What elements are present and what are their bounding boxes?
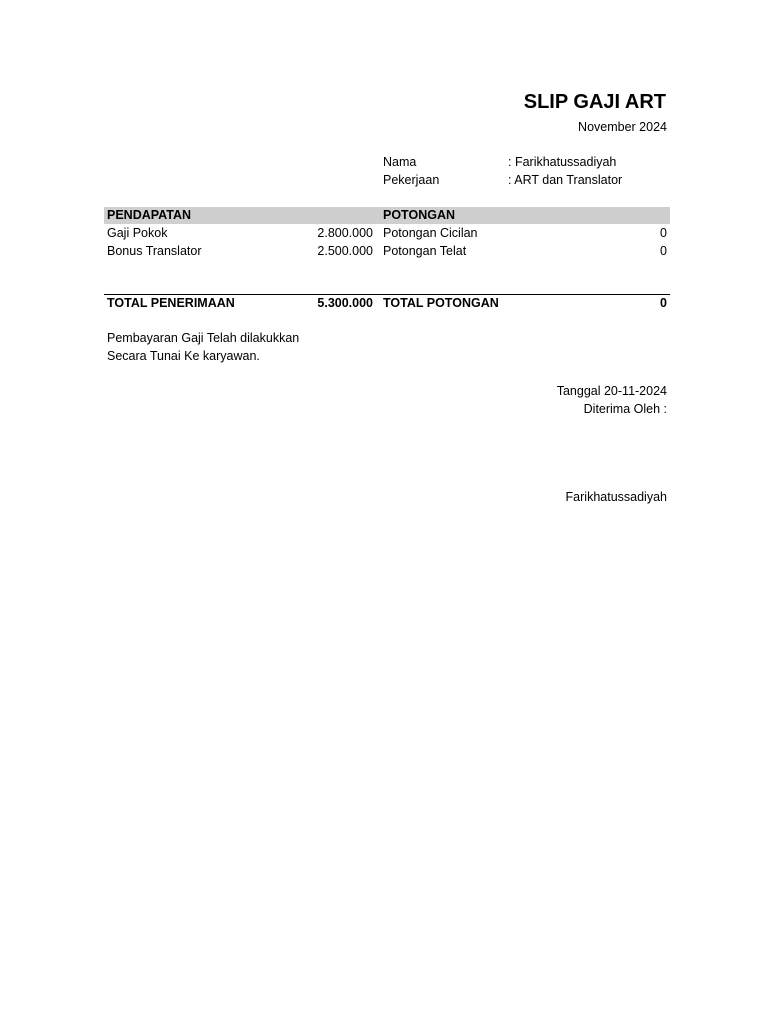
deductions-heading: POTONGAN xyxy=(383,208,455,222)
income-heading: PENDAPATAN xyxy=(107,208,192,222)
job-value: : ART dan Translator xyxy=(508,173,623,187)
deduction-item-amount: 0 xyxy=(660,226,667,240)
income-item-label: Gaji Pokok xyxy=(107,226,168,240)
signature-date: Tanggal 20-11-2024 xyxy=(556,384,667,398)
income-item-label: Bonus Translator xyxy=(107,244,202,258)
name-label: Nama xyxy=(383,155,417,169)
job-label: Pekerjaan xyxy=(383,173,440,187)
signature-name: Farikhatussadiyah xyxy=(565,490,667,504)
payment-note-line2: Secara Tunai Ke karyawan. xyxy=(107,349,260,363)
deduction-item-label: Potongan Telat xyxy=(383,244,467,258)
signature-received-by: Diterima Oleh : xyxy=(583,402,667,416)
deductions-total-label: TOTAL POTONGAN xyxy=(383,296,499,310)
income-item-amount: 2.800.000 xyxy=(317,226,373,240)
name-value: : Farikhatussadiyah xyxy=(508,155,617,169)
deduction-item-amount: 0 xyxy=(660,244,667,258)
income-total-amount: 5.300.000 xyxy=(317,296,373,310)
slip-title: SLIP GAJI ART xyxy=(523,91,666,113)
income-item-amount: 2.500.000 xyxy=(317,244,373,258)
payment-note-line1: Pembayaran Gaji Telah dilakukkan xyxy=(107,331,300,345)
deductions-total-amount: 0 xyxy=(660,296,667,310)
income-total-label: TOTAL PENERIMAAN xyxy=(107,296,235,310)
slip-period: November 2024 xyxy=(578,120,667,134)
deduction-item-label: Potongan Cicilan xyxy=(383,226,478,240)
